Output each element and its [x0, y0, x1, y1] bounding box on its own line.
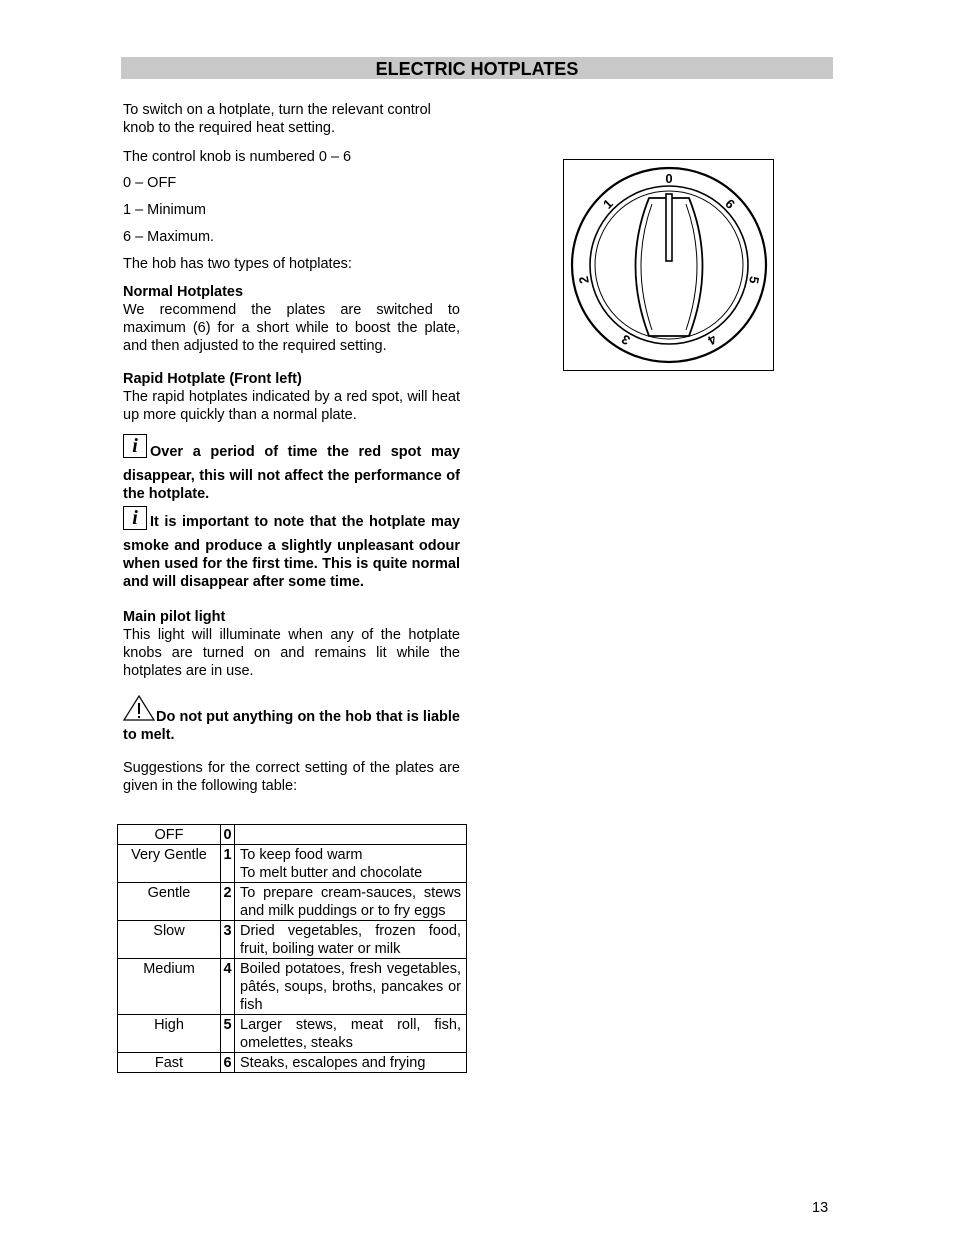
warning-note — [123, 695, 460, 744]
suggestions-text: Suggestions for the correct setting of the plates are given in the following table: — [123, 760, 460, 794]
setting-description-line-1: To keep food warm — [240, 847, 363, 863]
table-row — [118, 1015, 467, 1053]
setting-number: 2 — [221, 883, 235, 921]
setting-label: Fast — [118, 1053, 221, 1073]
setting-description-line-2: To melt butter and chocolate — [240, 865, 423, 881]
control-knob-drawing — [564, 160, 773, 370]
heat-settings-table — [117, 824, 467, 1073]
table-row — [118, 883, 467, 921]
normal-hotplates-text: We recommend the plates are switched to maximum (6) for a short while to boost the plate, and then adjusted to the required setting. — [123, 302, 460, 354]
setting-label: High — [118, 1015, 221, 1053]
page-number: 13 — [812, 1200, 829, 1216]
rapid-hotplate-text: The rapid hotplates indicated by a red spot, will heat up more quickly than a normal plate. — [123, 389, 460, 423]
knob-number-2: 2 — [575, 275, 592, 285]
knob-number-1: 1 — [599, 195, 616, 212]
setting-number: 5 — [221, 1015, 235, 1053]
instructions-column — [123, 101, 460, 795]
page-title: ELECTRIC HOTPLATES — [121, 57, 833, 79]
knob-number-3: 3 — [618, 331, 633, 349]
table-row — [118, 825, 467, 845]
setting-description: Larger stews, meat roll, fish, omelettes, steaks — [235, 1015, 467, 1053]
table-row — [118, 845, 467, 883]
info-icon: i — [123, 506, 147, 530]
rapid-hotplate-heading: Rapid Hotplate (Front left) — [123, 371, 302, 387]
normal-hotplates-heading: Normal Hotplates — [123, 284, 244, 300]
table-row — [118, 921, 467, 959]
intro-paragraph-1: To switch on a hotplate, turn the relevant control knob to the required heat setting. — [123, 102, 431, 136]
knob-number-6: 6 — [722, 195, 739, 212]
setting-number: 1 — [221, 845, 235, 883]
setting-number: 0 — [221, 825, 235, 845]
setting-number: 3 — [221, 921, 235, 959]
setting-number: 6 — [221, 1053, 235, 1073]
pilot-light-heading: Main pilot light — [123, 609, 226, 625]
info-note-2-text: It is important to note that the hotplate may smoke and produce a slightly unpleasant odour when used for the first time. This is quite normal and will disappear after some time. — [123, 514, 460, 590]
info-note-1 — [123, 434, 460, 502]
knob-number-4: 4 — [705, 331, 720, 349]
intro-paragraph-2: The control knob is numbered 0 – 6 — [123, 149, 352, 165]
knob-number-0: 0 — [665, 171, 673, 186]
setting-description: Dried vegetables, frozen food, fruit, boiling water or milk — [235, 921, 467, 959]
setting-description: To prepare cream-sauces, stews and milk puddings or to fry eggs — [235, 883, 467, 921]
setting-label: Very Gentle — [118, 845, 221, 883]
setting-label: Medium — [118, 959, 221, 1015]
setting-description — [235, 845, 467, 883]
setting-minimum: 1 – Minimum — [123, 202, 206, 218]
warning-note-text: Do not put anything on the hob that is liable to melt. — [123, 709, 460, 743]
info-note-1-text: Over a period of time the red spot may disappear, this will not affect the performance of the hotplate. — [123, 444, 460, 502]
knob-number-5: 5 — [746, 275, 763, 285]
setting-label: Gentle — [118, 883, 221, 921]
setting-label: Slow — [118, 921, 221, 959]
warning-triangle-icon — [123, 695, 155, 726]
setting-number: 4 — [221, 959, 235, 1015]
control-knob-illustration — [563, 159, 774, 371]
pilot-light-text: This light will illuminate when any of the hotplate knobs are turned on and remains lit while the hotplates are in use. — [123, 627, 460, 679]
hotplate-types-intro: The hob has two types of hotplates: — [123, 256, 352, 272]
setting-maximum: 6 – Maximum. — [123, 229, 215, 245]
setting-description — [235, 825, 467, 845]
info-note-2 — [123, 506, 460, 590]
info-icon: i — [123, 434, 147, 458]
table-row — [118, 1053, 467, 1073]
setting-label: OFF — [118, 825, 221, 845]
setting-description: Boiled potatoes, fresh vegetables, pâtés, soups, broths, pancakes or fish — [235, 959, 467, 1015]
setting-description: Steaks, escalopes and frying — [235, 1053, 467, 1073]
setting-off: 0 – OFF — [123, 175, 177, 191]
table-row — [118, 959, 467, 1015]
